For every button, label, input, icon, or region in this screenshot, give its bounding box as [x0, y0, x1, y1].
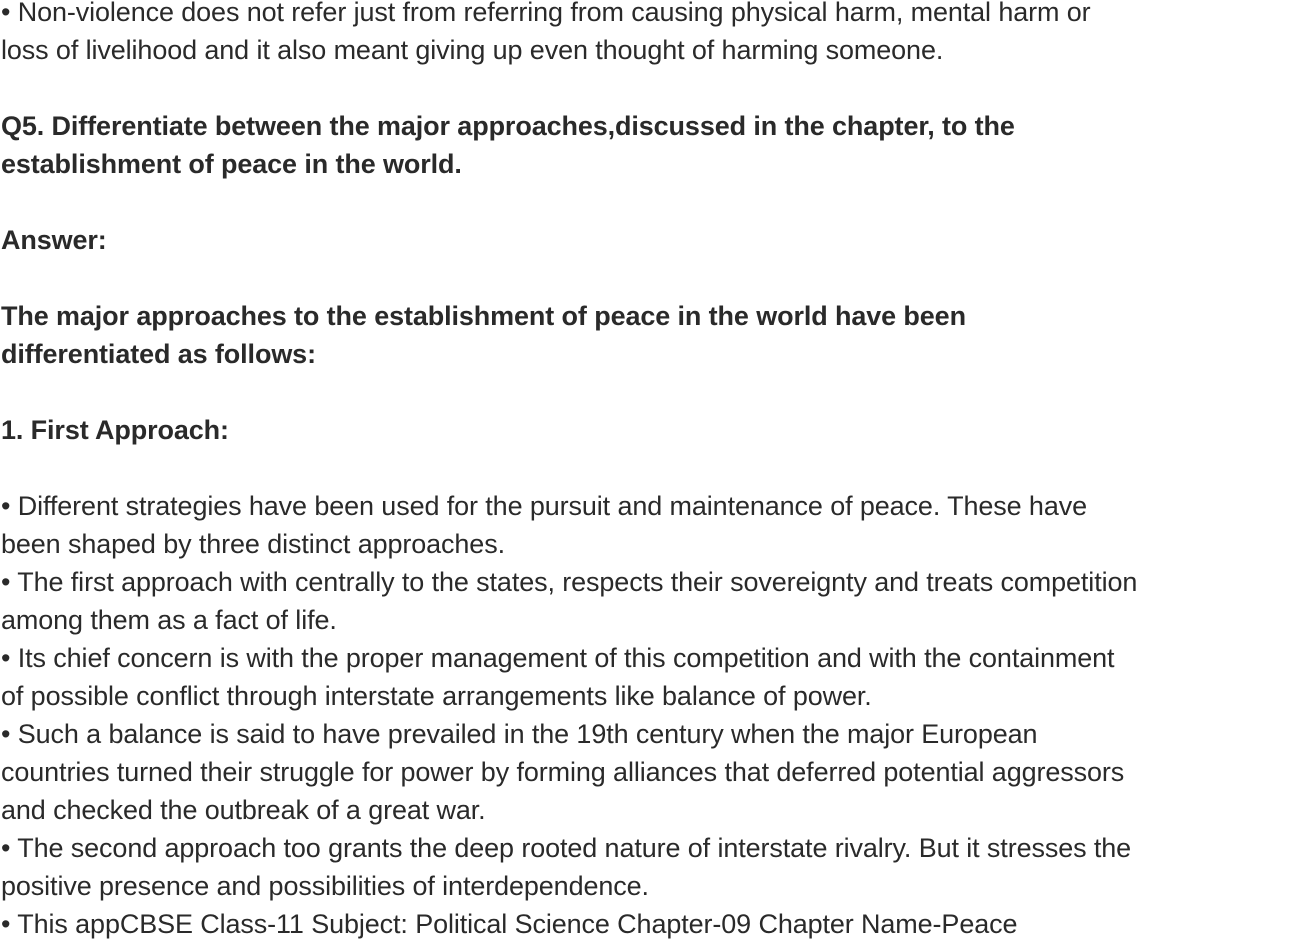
text-line: • Non-violence does not refer just from referring from causing physical harm, mental harm or [1, 0, 1091, 27]
paragraph-gap [1, 259, 1295, 297]
footer-line: • This appCBSE Class-11 Subject: Political Science Chapter-09 Chapter Name-Peace [1, 909, 1018, 939]
text-line: and checked the outbreak of a great war. [1, 795, 486, 825]
answer-intro-line: The major approaches to the establishment of peace in the world have been [1, 301, 966, 331]
text-line: among them as a fact of life. [1, 605, 337, 635]
paragraph-gap [1, 69, 1295, 107]
question-heading-line: Q5. Differentiate between the major approaches,discussed in the chapter, to the [1, 111, 1015, 141]
text-line: been shaped by three distinct approaches. [1, 529, 505, 559]
text-line: • The first approach with centrally to the states, respects their sovereignty and treats competition [1, 567, 1138, 597]
text-line: of possible conflict through interstate arrangements like balance of power. [1, 681, 872, 711]
text-line: • Its chief concern is with the proper management of this competition and with the containment [1, 643, 1115, 673]
answer-intro-line: differentiated as follows: [1, 339, 316, 369]
text-line: loss of livelihood and it also meant giving up even thought of harming someone. [1, 35, 944, 65]
paragraph-gap [1, 373, 1295, 411]
answer-label: Answer: [1, 225, 107, 255]
paragraph-gap [1, 449, 1295, 487]
document-page [1, 0, 1295, 943]
question-heading-line: establishment of peace in the world. [1, 149, 462, 179]
text-line: positive presence and possibilities of interdependence. [1, 871, 649, 901]
text-line: countries turned their struggle for power by forming alliances that deferred potential aggressors [1, 757, 1125, 787]
text-line: • Different strategies have been used for the pursuit and maintenance of peace. These have [1, 491, 1087, 521]
section-heading: 1. First Approach: [1, 415, 229, 445]
text-line: • The second approach too grants the deep rooted nature of interstate rivalry. But it stresses the [1, 833, 1132, 863]
paragraph-gap [1, 183, 1295, 221]
text-line: • Such a balance is said to have prevailed in the 19th century when the major European [1, 719, 1038, 749]
